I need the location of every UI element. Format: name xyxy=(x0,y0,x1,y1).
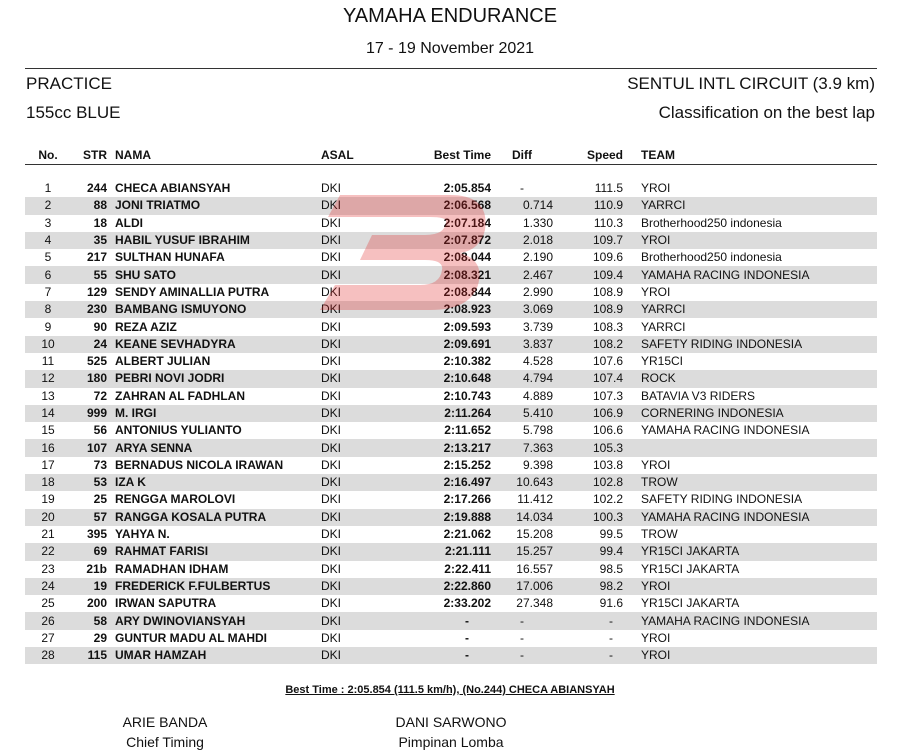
cell-best-time: 2:11.652 xyxy=(444,423,491,438)
cell-nama: REZA AZIZ xyxy=(115,319,177,334)
cell-nama: ALDI xyxy=(115,215,143,230)
cell-str: 525 xyxy=(86,354,107,369)
cell-no: 4 xyxy=(25,232,71,249)
cell-no: 22 xyxy=(25,543,71,560)
cell-str: 72 xyxy=(93,388,107,403)
cell-team: YR15CI JAKARTA xyxy=(623,543,877,560)
table-row xyxy=(25,215,877,232)
table-row xyxy=(25,647,877,664)
cell-nama: RAHMAT FARISI xyxy=(115,543,321,560)
cell-nama: IZA K xyxy=(115,474,321,491)
table-row xyxy=(25,526,877,543)
cell-diff: 11.412 xyxy=(517,492,553,507)
signature-role: Chief Timing xyxy=(126,734,204,750)
cell-best-time: 2:22.860 xyxy=(387,578,491,595)
cell-no: 7 xyxy=(44,284,52,299)
cell-asal: DKI xyxy=(321,492,342,507)
cell-str: 180 xyxy=(71,370,115,387)
cell-diff: 7.363 xyxy=(491,439,559,456)
cell-best-time: 2:08.923 xyxy=(387,301,491,318)
cell-best-time: 2:08.321 xyxy=(387,266,491,283)
table-row xyxy=(25,457,877,474)
cell-no: 17 xyxy=(41,457,55,472)
cell-str: 25 xyxy=(93,492,107,507)
cell-no: 23 xyxy=(41,561,55,576)
cell-speed: 108.2 xyxy=(559,336,623,353)
cell-no: 3 xyxy=(44,215,52,230)
cell-asal: DKI xyxy=(321,630,342,645)
cell-nama: ALBERT JULIAN xyxy=(115,354,211,369)
cell-no: 18 xyxy=(25,474,71,491)
cell-nama: ARYA SENNA xyxy=(115,439,321,456)
cell-best-time: 2:15.252 xyxy=(443,457,491,472)
table-row xyxy=(25,197,877,214)
cell-asal: DKI xyxy=(321,319,342,334)
cell-diff: 10.643 xyxy=(491,474,559,491)
cell-nama: BAMBANG ISMUYONO xyxy=(115,301,321,318)
cell-diff: - xyxy=(491,647,559,664)
cell-diff: 3.069 xyxy=(491,301,559,318)
circuit-label: SENTUL INTL CIRCUIT (3.9 km) xyxy=(627,74,875,93)
cell-diff: 27.348 xyxy=(516,596,553,611)
cell-str: 69 xyxy=(71,543,115,560)
cell-asal: DKI xyxy=(321,370,387,387)
cell-speed: 99.4 xyxy=(559,543,623,560)
cell-str: 19 xyxy=(71,578,115,595)
cell-speed: - xyxy=(559,647,623,664)
cell-no: 14 xyxy=(25,405,71,422)
cell-speed: 98.5 xyxy=(599,561,623,576)
cell-team: YROI xyxy=(641,181,671,196)
cell-diff: - xyxy=(520,181,524,196)
cell-str: 230 xyxy=(71,301,115,318)
table-row xyxy=(25,318,877,335)
cell-team: YARRCI xyxy=(641,319,686,334)
cell-team: CORNERING INDONESIA xyxy=(623,405,877,422)
cell-speed: 98.2 xyxy=(559,578,623,595)
table-row xyxy=(25,232,877,249)
cell-diff: 9.398 xyxy=(522,457,553,472)
cell-nama: RENGGA MAROLOVI xyxy=(115,492,236,507)
signature-name: DANI SARWONO xyxy=(395,714,507,730)
session-label: PRACTICE xyxy=(26,74,112,93)
cell-asal: DKI xyxy=(321,423,342,438)
col-nama: NAMA xyxy=(115,146,321,165)
cell-team: YR15CI JAKARTA xyxy=(641,561,740,576)
cell-speed: 91.6 xyxy=(599,596,623,611)
cell-nama: GUNTUR MADU AL MAHDI xyxy=(115,630,267,645)
cell-str: 115 xyxy=(71,647,115,664)
cell-no: 13 xyxy=(41,388,55,403)
cell-best-time: 2:17.266 xyxy=(443,492,491,507)
cell-no: 16 xyxy=(25,439,71,456)
cell-best-time: - xyxy=(387,647,491,664)
cell-asal: DKI xyxy=(321,543,387,560)
cell-team: SAFETY RIDING INDONESIA xyxy=(623,336,877,353)
cell-diff: 3.837 xyxy=(491,336,559,353)
table-row xyxy=(25,284,877,301)
cell-str: 90 xyxy=(93,319,107,334)
cell-best-time: 2:13.217 xyxy=(387,439,491,456)
cell-speed: 107.4 xyxy=(559,370,623,387)
cell-asal: DKI xyxy=(321,561,342,576)
cell-best-time: 2:21.062 xyxy=(443,527,491,542)
cell-str: 56 xyxy=(93,423,107,438)
cell-best-time: 2:08.844 xyxy=(443,284,491,299)
event-date: 17 - 19 November 2021 xyxy=(365,40,535,57)
cell-nama: ZAHRAN AL FADHLAN xyxy=(115,388,245,403)
cell-best-time: 2:08.044 xyxy=(443,250,491,265)
cell-team: YARRCI xyxy=(623,197,877,214)
cell-no: 5 xyxy=(44,250,52,265)
table-row xyxy=(25,370,877,387)
cell-team: YAMAHA RACING INDONESIA xyxy=(623,612,877,629)
event-title: YAMAHA ENDURANCE xyxy=(342,5,558,27)
col-best-time: Best Time xyxy=(387,146,491,165)
cell-team: Brotherhood250 indonesia xyxy=(641,250,782,265)
cell-best-time: 2:10.648 xyxy=(387,370,491,387)
cell-no: 15 xyxy=(41,423,55,438)
cell-team: TROW xyxy=(641,527,678,542)
cell-best-time: 2:19.888 xyxy=(387,509,491,526)
cell-speed: 109.6 xyxy=(592,250,623,265)
cell-asal: DKI xyxy=(321,301,387,318)
cell-team: YARRCI xyxy=(623,301,877,318)
cell-speed: 99.5 xyxy=(599,527,623,542)
cell-diff: 0.714 xyxy=(491,197,559,214)
cell-nama: RAMADHAN IDHAM xyxy=(115,561,229,576)
cell-no: 11 xyxy=(41,354,55,369)
cell-nama: ARY DWINOVIANSYAH xyxy=(115,612,321,629)
col-no: No. xyxy=(25,146,71,165)
cell-str: 999 xyxy=(71,405,115,422)
cell-speed: - xyxy=(559,612,623,629)
cell-best-time: 2:16.497 xyxy=(387,474,491,491)
cell-nama: HABIL YUSUF IBRAHIM xyxy=(115,232,321,249)
cell-asal: DKI xyxy=(321,250,342,265)
cell-diff: 16.557 xyxy=(516,561,553,576)
cell-diff: 5.798 xyxy=(522,423,553,438)
cell-speed: 106.6 xyxy=(592,423,623,438)
cell-speed: 109.7 xyxy=(559,232,623,249)
cell-no: 25 xyxy=(41,596,55,611)
cell-speed: 110.3 xyxy=(593,215,623,230)
cell-str: 217 xyxy=(86,250,107,265)
col-str: STR xyxy=(71,146,115,165)
cell-speed: 109.4 xyxy=(559,266,623,283)
cell-diff: 4.528 xyxy=(522,354,553,369)
table-row xyxy=(25,630,877,647)
table-row xyxy=(25,336,877,353)
cell-str: 21b xyxy=(86,561,107,576)
cell-asal: DKI xyxy=(321,612,387,629)
cell-team: TROW xyxy=(623,474,877,491)
class-label: 155cc BLUE xyxy=(26,103,121,122)
cell-diff: 14.034 xyxy=(491,509,559,526)
cell-str: 18 xyxy=(93,215,107,230)
cell-best-time: 2:33.202 xyxy=(443,596,491,611)
cell-diff: 2.467 xyxy=(491,266,559,283)
cell-diff: 2.190 xyxy=(522,250,553,265)
cell-str: 107 xyxy=(71,439,115,456)
signature-name: ARIE BANDA xyxy=(122,714,208,730)
col-diff: Diff xyxy=(491,146,559,165)
cell-asal: DKI xyxy=(321,578,387,595)
cell-str: 57 xyxy=(71,509,115,526)
cell-asal: DKI xyxy=(321,284,342,299)
table-header xyxy=(25,146,877,165)
cell-diff: 2.990 xyxy=(522,284,553,299)
table-row xyxy=(25,474,877,491)
cell-no: 10 xyxy=(25,336,71,353)
cell-best-time: 2:09.593 xyxy=(443,319,491,334)
cell-asal: DKI xyxy=(321,647,387,664)
cell-speed: 110.9 xyxy=(559,197,623,214)
cell-nama: JONI TRIATMO xyxy=(115,197,321,214)
cell-team: YROI xyxy=(623,647,877,664)
cell-team: YAMAHA RACING INDONESIA xyxy=(641,423,810,438)
cell-str: 244 xyxy=(86,181,107,196)
cell-diff: - xyxy=(491,612,559,629)
cell-best-time: - xyxy=(387,612,491,629)
cell-speed: 106.9 xyxy=(559,405,623,422)
cell-str: 200 xyxy=(86,596,107,611)
cell-nama: PEBRI NOVI JODRI xyxy=(115,370,321,387)
cell-best-time: 2:05.854 xyxy=(443,181,491,196)
table-row xyxy=(25,266,877,283)
cell-diff: 1.330 xyxy=(522,215,553,230)
divider xyxy=(25,68,877,69)
cell-asal: DKI xyxy=(321,474,387,491)
table-row xyxy=(25,388,877,405)
cell-str: 24 xyxy=(71,336,115,353)
cell-diff: 15.257 xyxy=(491,543,559,560)
table-row xyxy=(25,509,877,526)
cell-team: YROI xyxy=(641,284,671,299)
cell-no: 27 xyxy=(41,630,55,645)
cell-team: YR15CI JAKARTA xyxy=(641,596,740,611)
cell-asal: DKI xyxy=(321,405,387,422)
cell-str: 29 xyxy=(93,630,107,645)
cell-no: 20 xyxy=(25,509,71,526)
cell-asal: DKI xyxy=(321,439,387,456)
cell-asal: DKI xyxy=(321,509,387,526)
cell-team: YROI xyxy=(623,232,877,249)
cell-best-time: 2:07.872 xyxy=(387,232,491,249)
cell-best-time: 2:07.184 xyxy=(443,215,491,230)
cell-asal: DKI xyxy=(321,215,342,230)
cell-diff: 4.889 xyxy=(522,388,553,403)
cell-speed: 107.3 xyxy=(592,388,623,403)
cell-no: 2 xyxy=(25,197,71,214)
best-time-summary: Best Time : 2:05.854 (111.5 km/h), (No.244) CHECA ABIANSYAH xyxy=(285,684,615,696)
cell-asal: DKI xyxy=(321,388,342,403)
table-row xyxy=(25,561,877,578)
table-row xyxy=(25,612,877,629)
cell-team: YROI xyxy=(641,457,671,472)
cell-asal: DKI xyxy=(321,596,342,611)
table-row xyxy=(25,578,877,595)
cell-best-time: 2:09.691 xyxy=(387,336,491,353)
cell-nama: FREDERICK F.FULBERTUS xyxy=(115,578,321,595)
table-row xyxy=(25,422,877,439)
table-row xyxy=(25,543,877,560)
cell-best-time: 2:11.264 xyxy=(387,405,491,422)
cell-speed: 111.5 xyxy=(594,181,623,196)
cell-team: YR15CI xyxy=(641,354,684,369)
cell-str: 395 xyxy=(86,527,107,542)
cell-nama: ANTONIUS YULIANTO xyxy=(115,423,242,438)
col-team: TEAM xyxy=(623,146,877,165)
cell-asal: DKI xyxy=(321,354,342,369)
cell-no: 8 xyxy=(25,301,71,318)
cell-no: 26 xyxy=(25,612,71,629)
cell-best-time: - xyxy=(465,630,469,645)
cell-no: 6 xyxy=(25,266,71,283)
cell-nama: SULTHAN HUNAFA xyxy=(115,250,225,265)
cell-best-time: 2:10.382 xyxy=(443,354,491,369)
cell-speed: 102.8 xyxy=(559,474,623,491)
cell-asal: DKI xyxy=(321,232,387,249)
table-row xyxy=(25,249,877,266)
cell-speed: 102.2 xyxy=(592,492,623,507)
cell-str: 53 xyxy=(71,474,115,491)
cell-asal: DKI xyxy=(321,527,342,542)
cell-str: 129 xyxy=(86,284,107,299)
cell-best-time: 2:06.568 xyxy=(387,197,491,214)
cell-nama: IRWAN SAPUTRA xyxy=(115,596,217,611)
cell-speed: 105.3 xyxy=(559,439,623,456)
cell-nama: SENDY AMINALLIA PUTRA xyxy=(115,284,270,299)
cell-str: 73 xyxy=(93,457,107,472)
cell-no: 9 xyxy=(44,319,52,334)
cell-diff: 2.018 xyxy=(491,232,559,249)
cell-nama: M. IRGI xyxy=(115,405,321,422)
cell-diff: 17.006 xyxy=(491,578,559,595)
table-row xyxy=(25,439,877,456)
cell-team: ROCK xyxy=(623,370,877,387)
cell-str: 35 xyxy=(71,232,115,249)
cell-team: YAMAHA RACING INDONESIA xyxy=(623,266,877,283)
table-row xyxy=(25,301,877,318)
cell-team: YROI xyxy=(623,578,877,595)
table-row xyxy=(25,180,877,197)
cell-no: 19 xyxy=(41,492,55,507)
cell-diff: 4.794 xyxy=(491,370,559,387)
cell-asal: DKI xyxy=(321,336,387,353)
cell-diff: - xyxy=(520,630,524,645)
cell-str: 88 xyxy=(71,197,115,214)
cell-team: SAFETY RIDING INDONESIA xyxy=(641,492,803,507)
table-row xyxy=(25,405,877,422)
cell-best-time: 2:10.743 xyxy=(443,388,491,403)
cell-nama: RANGGA KOSALA PUTRA xyxy=(115,509,321,526)
cell-diff: 15.208 xyxy=(516,527,553,542)
cell-no: 12 xyxy=(25,370,71,387)
col-asal: ASAL xyxy=(321,146,387,165)
results-table xyxy=(25,146,877,664)
cell-speed: 103.8 xyxy=(592,457,623,472)
table-row xyxy=(25,595,877,612)
cell-asal: DKI xyxy=(321,266,387,283)
cell-speed: 107.6 xyxy=(592,354,623,369)
cell-team xyxy=(623,439,877,456)
cell-speed: 108.9 xyxy=(592,284,623,299)
cell-asal: DKI xyxy=(321,181,342,196)
signature-role: Pimpinan Lomba xyxy=(398,734,504,750)
cell-nama: SHU SATO xyxy=(115,266,321,283)
cell-nama: UMAR HAMZAH xyxy=(115,647,321,664)
cell-speed: - xyxy=(609,630,613,645)
cell-no: 24 xyxy=(25,578,71,595)
cell-str: 58 xyxy=(71,612,115,629)
cell-str: 55 xyxy=(71,266,115,283)
cell-speed: 100.3 xyxy=(559,509,623,526)
cell-asal: DKI xyxy=(321,457,342,472)
cell-team: YAMAHA RACING INDONESIA xyxy=(623,509,877,526)
cell-no: 21 xyxy=(41,527,55,542)
cell-diff: 5.410 xyxy=(491,405,559,422)
cell-no: 28 xyxy=(25,647,71,664)
cell-speed: 108.3 xyxy=(592,319,623,334)
table-row xyxy=(25,491,877,508)
cell-nama: CHECA ABIANSYAH xyxy=(115,181,231,196)
cell-team: Brotherhood250 indonesia xyxy=(641,215,782,230)
cell-team: YROI xyxy=(641,630,671,645)
cell-nama: KEANE SEVHADYRA xyxy=(115,336,321,353)
table-row xyxy=(25,353,877,370)
classification-label: Classification on the best lap xyxy=(658,103,875,122)
cell-asal: DKI xyxy=(321,197,387,214)
cell-best-time: 2:22.411 xyxy=(444,561,491,576)
cell-nama: BERNADUS NICOLA IRAWAN xyxy=(115,457,284,472)
cell-best-time: 2:21.111 xyxy=(387,543,491,560)
cell-speed: 108.9 xyxy=(559,301,623,318)
col-speed: Speed xyxy=(559,146,623,165)
cell-nama: YAHYA N. xyxy=(115,527,170,542)
cell-team: BATAVIA V3 RIDERS xyxy=(641,388,756,403)
cell-no: 1 xyxy=(44,181,52,196)
cell-diff: 3.739 xyxy=(522,319,553,334)
